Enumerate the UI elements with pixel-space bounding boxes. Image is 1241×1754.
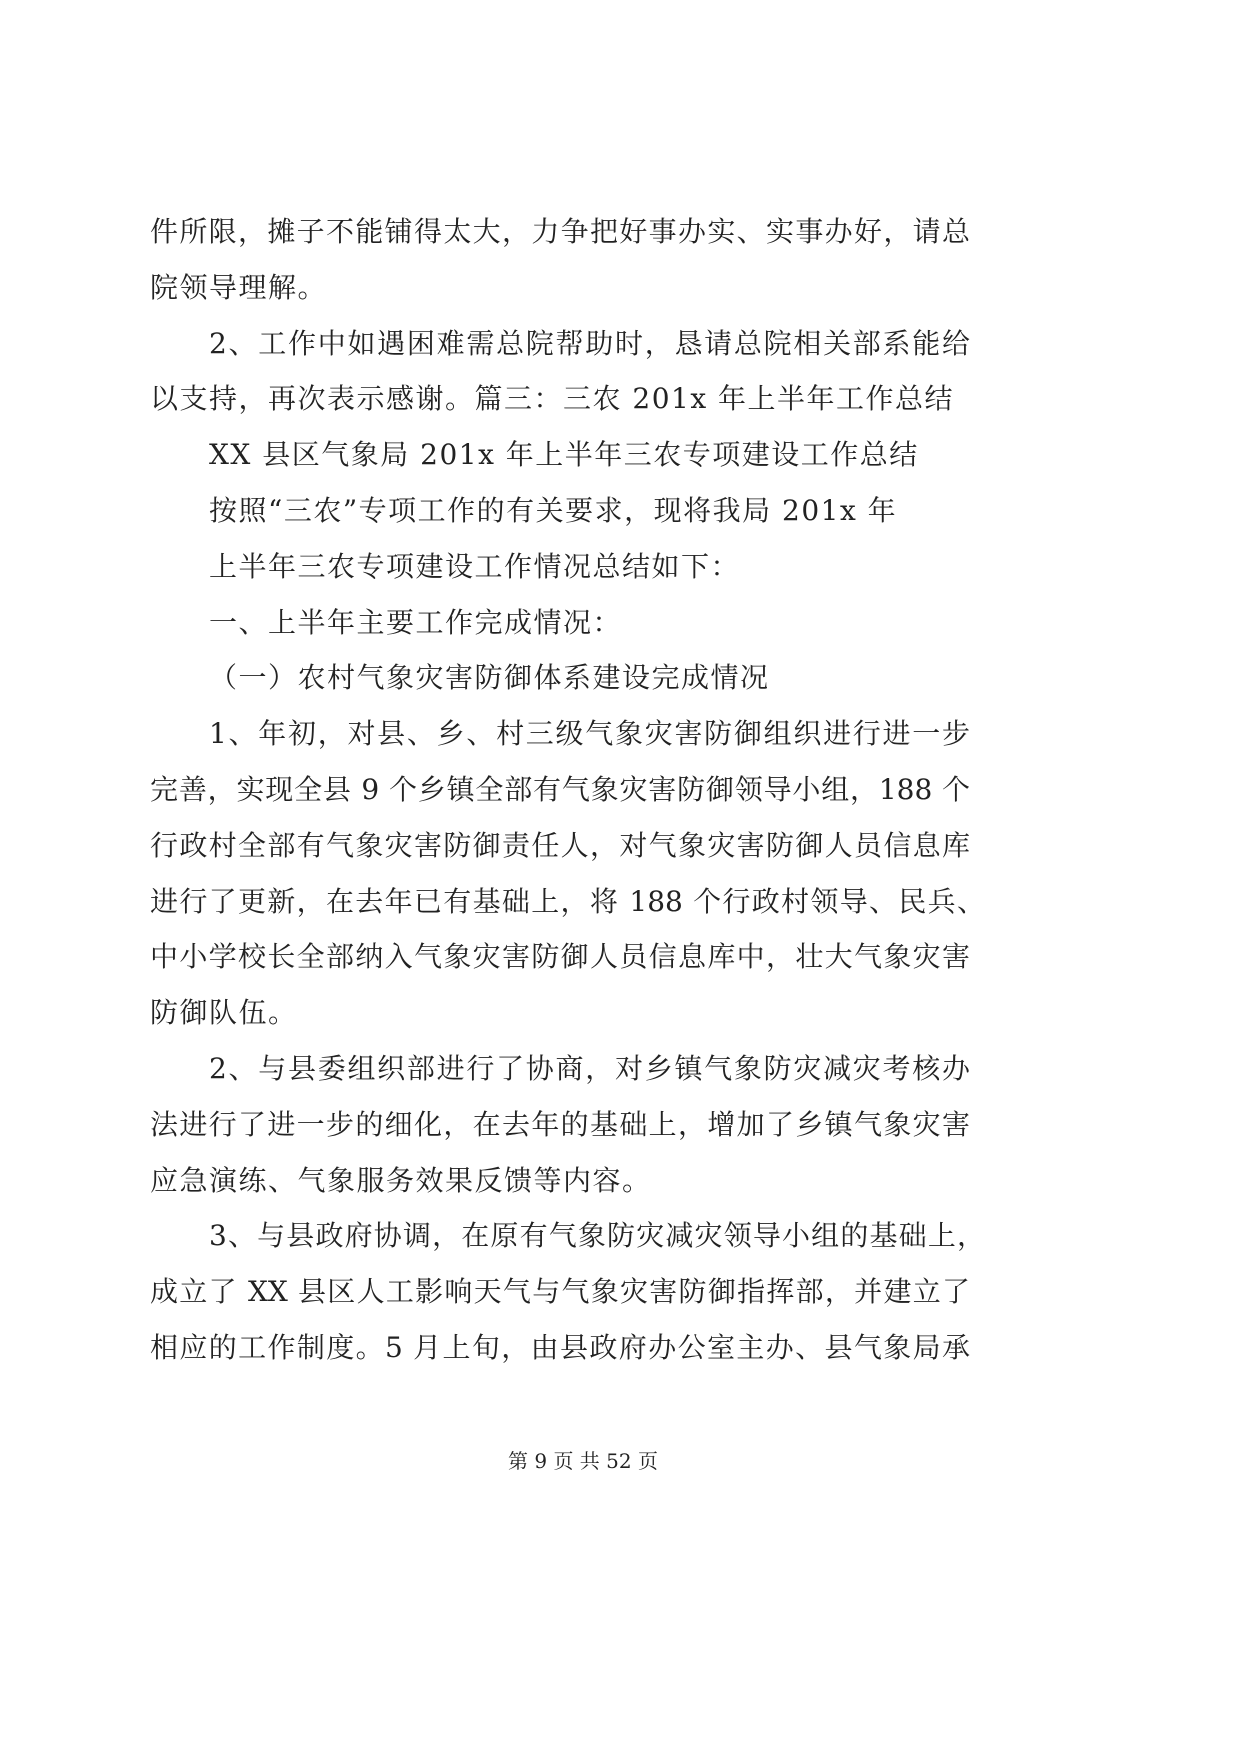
text-line: 完善，实现全县 9 个乡镇全部有气象灾害防御领导小组，188 个 [150, 772, 970, 806]
text-line: 法进行了进一步的细化，在去年的基础上，增加了乡镇气象灾害 [150, 1107, 970, 1141]
text-line: 应急演练、气象服务效果反馈等内容。 [150, 1163, 652, 1197]
text-line: 以支持，再次表示感谢。篇三：三农 201x 年上半年工作总结 [150, 382, 955, 416]
text-line: 2、工作中如遇困难需总院帮助时，恳请总院相关部系能给 [209, 326, 970, 360]
text-line: 件所限，摊子不能铺得太大，力争把好事办实、实事办好，请总 [150, 215, 970, 248]
text-line: 成立了 XX 县区人工影响天气与气象灾害防御指挥部，并建立了 [150, 1275, 970, 1309]
text-line: 按照“三农”专项工作的有关要求，现将我局 201x 年 [209, 493, 898, 527]
section-heading: 一、上半年主要工作完成情况： [209, 605, 623, 639]
text-line: 相应的工作制度。5 月上旬，由县政府办公室主办、县气象局承 [150, 1330, 970, 1364]
page-footer: 第 9 页 共 52 页 [508, 1449, 658, 1473]
text-line: 上半年三农专项建设工作情况总结如下： [209, 549, 741, 583]
section-title: XX 县区气象局 201x 年上半年三农专项建设工作总结 [209, 438, 919, 472]
text-line: 3、与县政府协调，在原有气象防灾减灾领导小组的基础上， [209, 1219, 985, 1253]
text-line: 中小学校长全部纳入气象灾害防御人员信息库中，壮大气象灾害 [150, 940, 970, 974]
text-line: 1、年初，对县、乡、村三级气象灾害防御组织进行进一步 [209, 717, 970, 751]
text-line: 进行了更新，在去年已有基础上，将 188 个行政村领导、民兵、 [150, 884, 985, 918]
subsection-heading: （一）农村气象灾害防御体系建设完成情况 [209, 661, 770, 695]
text-line: 防御队伍。 [150, 996, 298, 1030]
text-line: 行政村全部有气象灾害防御责任人，对气象灾害防御人员信息库 [150, 828, 970, 862]
body-text [150, 204, 990, 1376]
text-line: 2、与县委组织部进行了协商，对乡镇气象防灾减灾考核办 [209, 1051, 970, 1085]
text-line: 院领导理解。 [150, 270, 328, 304]
